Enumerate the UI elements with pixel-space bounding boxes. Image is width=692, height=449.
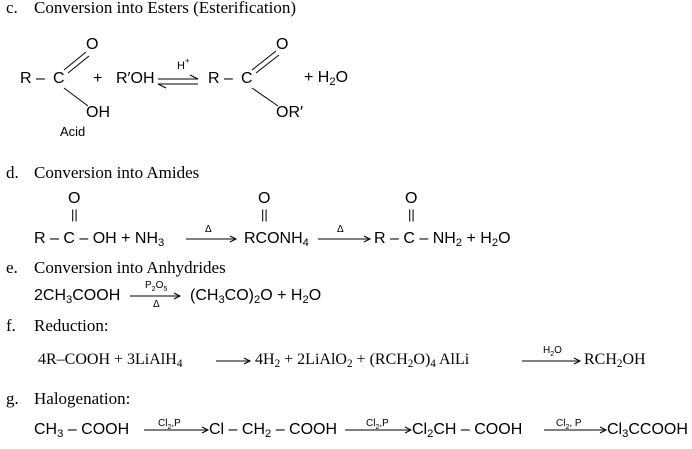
salt-carbonyl-oxygen: O xyxy=(258,190,271,207)
heat-symbol-e: Δ xyxy=(153,299,160,310)
acetic-acid-start: $CH_3$ – COOH xyxy=(34,421,130,440)
amide-products: $R - C - NH_2 + H_2O$ xyxy=(374,230,511,249)
esterification-acid-hydroxyl: OH xyxy=(86,104,110,121)
c-oh-single-bond-left xyxy=(64,88,88,106)
section-d-letter: d. xyxy=(6,163,19,182)
salt-double-bond: || xyxy=(261,207,268,222)
hydrolysis-reagent: $H_2O$ xyxy=(543,345,562,358)
section-c-letter: c. xyxy=(6,0,18,17)
section-d-heading: Conversion into Amides xyxy=(34,163,200,182)
halogenation-reagent-1: $Cl_2,P$ xyxy=(158,418,181,431)
ammonium-salt: $RCONH_4$ xyxy=(244,230,309,249)
ester-alkoxy-group: OR′ xyxy=(276,104,303,121)
halogenation-reagent-3: $Cl_2$, P xyxy=(556,418,582,431)
section-f-heading: Reduction: xyxy=(34,316,109,335)
acid-carbonyl-oxygen: O xyxy=(68,190,81,207)
section-g-heading: Halogenation: xyxy=(34,389,131,408)
primary-alcohol-product: $RCH_2OH$ xyxy=(584,351,646,370)
acid-label: Acid xyxy=(60,124,86,139)
reduction-reactants: 4R–COOH + 3LiAlH$_4$ xyxy=(38,351,183,370)
esterification-acid-r-group: R – xyxy=(20,70,45,87)
ester-r-group: R – xyxy=(208,70,233,87)
water-product: + $H_2O$ xyxy=(304,69,349,88)
section-e-letter: e. xyxy=(6,258,18,277)
amide-reactants: R – C – OH + $NH_3$ xyxy=(34,230,165,249)
amide-double-bond: || xyxy=(408,207,415,222)
reduction-products: $4H_2$ + 2LiAlO$_2$ + $(RCH_2O)_4$ AlLi xyxy=(255,351,470,370)
halogenation-reagent-2: $Cl_2,P$ xyxy=(366,418,389,431)
anhydride-products: $(CH_3CO)_2O + H_2O$ xyxy=(190,287,322,306)
plus-sign: + xyxy=(93,70,103,87)
section-c-heading: Conversion into Esters (Esterification) xyxy=(34,0,297,17)
heat-symbol-2: Δ xyxy=(337,224,344,235)
ester-oxygen: O xyxy=(276,36,289,53)
chloroacetic-acid: Cl – $CH_2$ – COOH xyxy=(209,421,338,440)
section-g-letter: g. xyxy=(6,389,19,408)
dehydrating-agent: $P_2O_5$ xyxy=(145,280,168,293)
esterification-acid-oxygen: O xyxy=(86,36,99,53)
catalyst-charge: + xyxy=(184,56,190,65)
dichloroacetic-acid: $Cl_2CH$ – COOH xyxy=(412,421,523,440)
catalyst-symbol: H xyxy=(177,60,185,72)
alcohol-formula: R′OH xyxy=(116,70,155,87)
ester-carbon: C xyxy=(241,70,253,87)
acetic-acid-reactant: $2CH_3COOH$ xyxy=(34,287,121,306)
trichloroacetic-acid: $Cl_3CCOOH$ xyxy=(607,421,688,440)
heat-symbol-1: Δ xyxy=(205,224,212,235)
acid-double-bond: || xyxy=(71,207,78,222)
section-f-letter: f. xyxy=(6,316,16,335)
acid-catalyst-label xyxy=(177,56,190,72)
esterification-acid-carbon: C xyxy=(53,70,65,87)
c-or-single-bond-right xyxy=(252,88,278,106)
amide-carbonyl-oxygen: O xyxy=(405,190,418,207)
section-e-heading: Conversion into Anhydrides xyxy=(34,258,226,277)
